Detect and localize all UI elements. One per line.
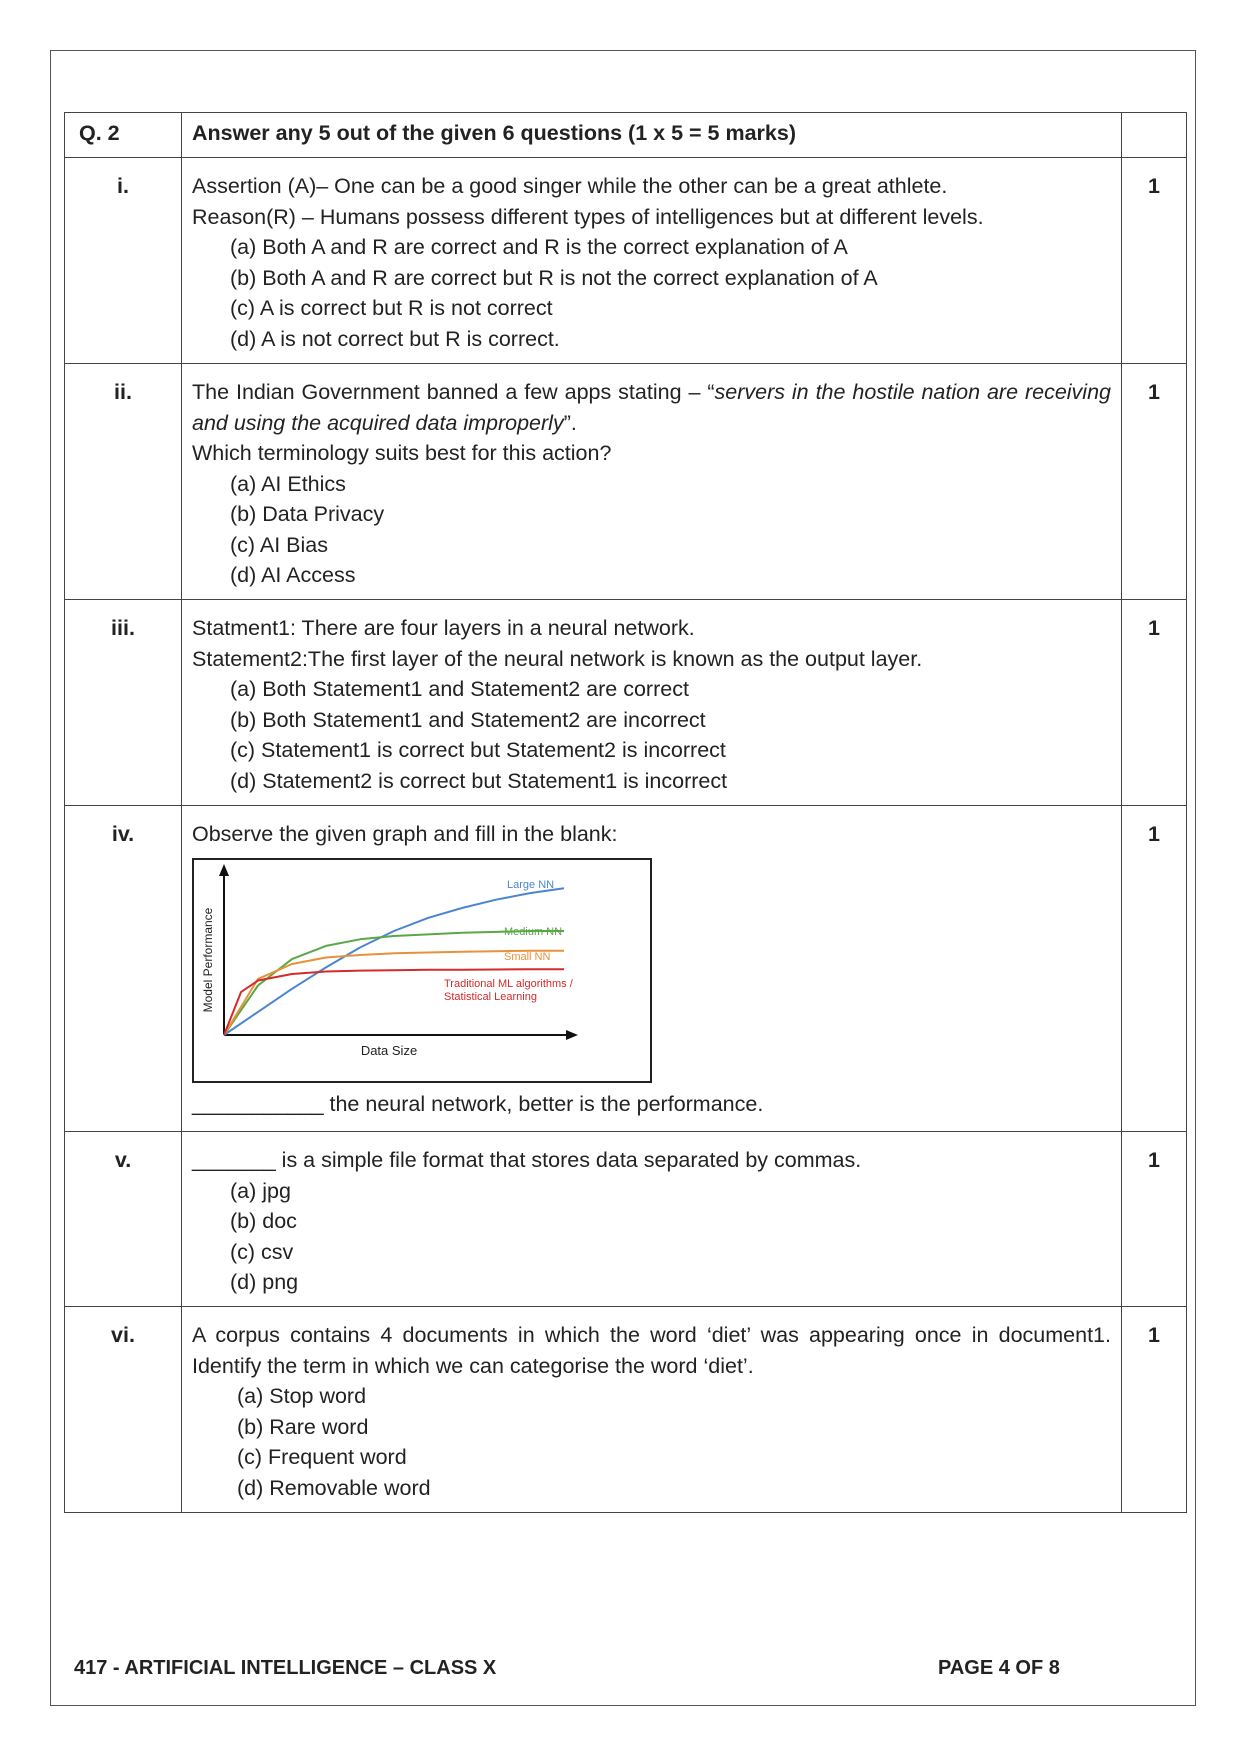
series-label-2: Small NN [504,950,551,963]
statement-prefix: The Indian Government banned a few apps stating – “ [192,380,715,404]
marks-cell [1122,1132,1187,1307]
subquestion-text-cell [182,1132,1122,1307]
marks-cell [1122,158,1187,364]
x-axis-label: Data Size [360,1042,418,1058]
marks-cell [1122,364,1187,600]
option-c: (c) Frequent word [237,1445,407,1469]
option-c: (c) csv [230,1239,294,1264]
subquestion-text-cell [182,600,1122,806]
assertion-text: Assertion (A)– One can be a good singer while the other can be a great athlete. [192,174,948,198]
table-row [65,806,1187,1132]
question-prompt: _______ is a simple file format that stores data separated by commas. [192,1148,862,1172]
table-row [65,158,1187,364]
option-b: (b) Both Statement1 and Statement2 are incorrect [230,707,706,732]
marks-cell [1122,600,1187,806]
statement-1: Statment1: There are four layers in a neural network. [192,616,695,640]
marks-value: 1 [1148,616,1160,640]
option-c: (c) Statement1 is correct but Statement2 is incorrect [230,738,726,762]
question-table [64,112,1187,1513]
question-prompt: Which terminology suits best for this action? [192,441,612,465]
marks-cell [1122,1307,1187,1513]
option-a: (a) jpg [230,1178,291,1203]
table-row [65,364,1187,600]
option-a: (a) AI Ethics [230,471,346,496]
question-prompt: Observe the given graph and fill in the blank: [192,822,618,846]
y-axis-label: Model Performance [201,907,215,1012]
footer-subject: 417 - ARTIFICIAL INTELLIGENCE – CLASS X [74,1657,497,1679]
performance-chart [192,858,652,1083]
marks-value: 1 [1148,822,1160,846]
subquestion-number-cell [65,1307,182,1513]
performance-chart-svg [194,860,650,1081]
fill-in-blank-line: ___________ the neural network, better is the performance. [192,1091,764,1116]
marks-cell [1122,806,1187,1132]
subquestion-text-cell [182,158,1122,364]
option-d: (d) png [230,1270,299,1294]
y-axis-arrow [219,864,229,876]
table-header-row [65,113,1187,158]
series-label-3-1: Statistical Learning [444,990,537,1003]
option-a: (a) Stop word [237,1384,367,1408]
marks-value: 1 [1148,174,1160,198]
statement-suffix: ”. [563,410,577,435]
subquestion-number-cell [65,158,182,364]
option-d: (d) A is not correct but R is correct. [230,326,560,351]
statement-2: Statement2:The first layer of the neural network is known as the output layer. [192,646,923,671]
footer-page-number: PAGE 4 OF 8 [938,1657,1060,1679]
option-a: (a) Both A and R are correct and R is the correct explanation of A [230,235,848,259]
subquestion-number: i. [117,174,129,198]
table-row [65,1307,1187,1513]
marks-value: 1 [1148,380,1160,404]
statement-quote: servers in the hostile nation are receiving and using the acquired data improperly [192,380,1111,435]
header-marks-cell [1122,113,1187,158]
x-axis-arrow [566,1030,578,1040]
option-b: (b) Data Privacy [230,502,385,526]
question-number: Q. 2 [79,121,120,145]
question-prompt: A corpus contains 4 documents in which the word ‘diet’ was appearing once in document1. Identify the term in which we can categorise the word ‘diet’. [192,1323,1111,1378]
question-statement [192,377,1111,438]
marks-value: 1 [1148,1323,1160,1347]
subquestion-number: iii. [111,616,135,640]
subquestion-text-cell [182,806,1122,1132]
option-a: (a) Both Statement1 and Statement2 are correct [230,677,689,701]
subquestion-number: vi. [111,1323,135,1347]
subquestion-text-cell [182,1307,1122,1513]
subquestion-number-cell [65,600,182,806]
subquestion-number: iv. [111,822,135,846]
subquestion-number-cell [65,1132,182,1307]
subquestion-text-cell [182,364,1122,600]
option-c: (c) A is correct but R is not correct [230,296,553,320]
subquestion-number: ii. [114,380,132,404]
table-row [65,1132,1187,1307]
instruction-cell [182,113,1122,158]
option-b: (b) Both A and R are correct but R is not the correct explanation of A [230,265,878,290]
option-b: (b) doc [230,1209,297,1233]
series-label-3-0: Traditional ML algorithms / [444,977,573,990]
subquestion-number: v. [114,1148,132,1172]
option-b: (b) Rare word [237,1414,369,1439]
series-label-1: Medium NN [504,925,563,938]
option-c: (c) AI Bias [230,532,328,557]
subquestion-number-cell [65,806,182,1132]
option-d: (d) AI Access [230,563,356,587]
series-label-0: Large NN [507,878,555,891]
question-number-cell [65,113,182,158]
reason-text: Reason(R) – Humans possess different types of intelligences but at different levels. [192,204,984,229]
option-d: (d) Statement2 is correct but Statement1 is incorrect [230,768,728,793]
subquestion-number-cell [65,364,182,600]
marks-value: 1 [1148,1148,1160,1172]
table-row [65,600,1187,806]
option-d: (d) Removable word [237,1475,431,1500]
instruction-text: Answer any 5 out of the given 6 questions (1 x 5 = 5 marks) [192,121,796,145]
